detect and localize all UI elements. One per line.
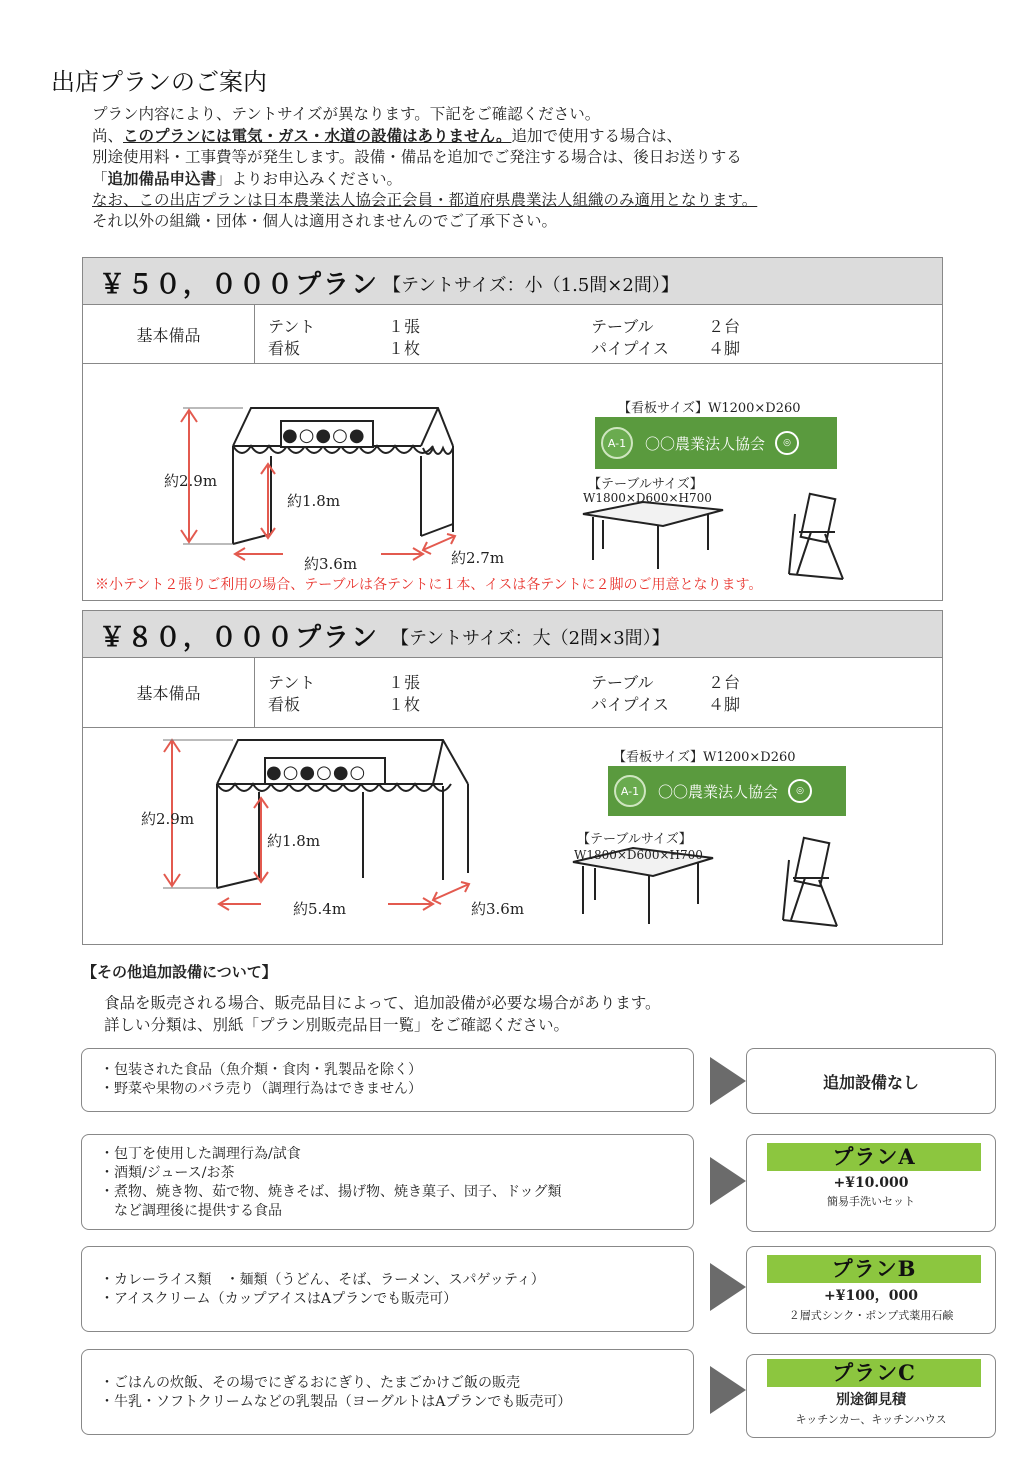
seal-icon: ◎: [788, 779, 812, 803]
category-item: ・包丁を使用した調理行為/試食: [100, 1146, 301, 1162]
tent-width: 約3.6m: [304, 555, 358, 573]
sign-badge: A-1: [614, 775, 646, 807]
plan-c-card: [746, 1354, 996, 1438]
plan-a-name: プランA: [767, 1143, 981, 1171]
equip-table-qty: ２台: [708, 317, 741, 336]
equip-tent-qty: １張: [388, 317, 421, 336]
equip-table: テーブル: [591, 317, 654, 336]
arrow-right-icon: [710, 1057, 746, 1105]
category-row-plan-a: [81, 1134, 694, 1230]
plan-c-name: プランC: [767, 1359, 981, 1387]
plan-price: ￥５０，０００プラン: [99, 270, 380, 300]
equip-tent: テント: [268, 317, 316, 336]
plan-price: ￥８０，０００プラン: [99, 623, 380, 653]
category-row-none: [81, 1048, 694, 1112]
tent-depth: 約2.7m: [451, 549, 505, 567]
equip-sign-qty: １枚: [388, 695, 421, 714]
basic-equipment-label: 基本備品: [83, 658, 255, 727]
tent-inner-height: 約1.8m: [287, 492, 341, 510]
sign-sample: [608, 766, 846, 816]
intro-line-6: それ以外の組織・団体・個人は適用されませんのでご了承下さい。: [92, 212, 558, 230]
basic-equipment-row: [83, 658, 942, 728]
intro-line-2-suffix: 追加で使用する場合は、: [511, 127, 682, 145]
basic-equipment-label: 基本備品: [83, 305, 255, 363]
table-size-label: 【テーブルサイズ】: [577, 832, 692, 847]
plan-c-sub: キッチンカー、キッチンハウス: [795, 1413, 947, 1426]
result-label: 追加設備なし: [822, 1072, 919, 1092]
seal-icon: ◎: [775, 431, 799, 455]
intro-line-3: 別途使用料・工事費等が発生します。設備・備品を追加でご発注する場合は、後日お送りする: [92, 148, 742, 166]
table-size: W1800×D600×H700: [583, 491, 712, 505]
plan-b-sub: ２層式シンク・ポンプ式薬用石鹸: [788, 1309, 954, 1322]
plan-80000-box: [82, 610, 943, 945]
arrow-right-icon: [710, 1263, 746, 1311]
small-tent-note: ※小テント２張りご利用の場合、テーブルは各テントに１本、イスは各テントに２脚のご用意となります。: [95, 577, 763, 593]
category-item: ・酒類/ジュース/お茶: [100, 1165, 235, 1181]
category-item: など調理後に提供する食品: [100, 1203, 282, 1219]
equip-chair-qty: ４脚: [708, 339, 741, 358]
equip-tent-qty: １張: [388, 673, 421, 692]
tent-depth: 約3.6m: [471, 900, 525, 918]
other-equipment-desc: [104, 992, 660, 1036]
plan-a-sub: 簡易手洗いセット: [827, 1195, 915, 1208]
application-form-name: 追加備品申込書: [107, 169, 217, 188]
intro-text: [92, 104, 757, 232]
intro-line-4-open: 「: [92, 170, 108, 188]
category-item: ・アイスクリーム（カップアイスはAプランでも販売可）: [100, 1291, 458, 1307]
intro-line-4: [92, 168, 757, 190]
equip-chair: パイプイス: [591, 339, 669, 358]
table-size: W1800×D600×H700: [574, 848, 703, 862]
plan-50000-box: [82, 257, 943, 601]
tent-height: 約2.9m: [164, 472, 218, 490]
category-item: ・煮物、焼き物、茹で物、焼きそば、揚げ物、焼き菓子、団子、ドッグ類: [100, 1184, 562, 1200]
category-item: ・カレーライス類 ・麺類（うどん、そば、ラーメン、スパゲッティ）: [100, 1272, 545, 1288]
intro-line-5: なお、この出店プランは日本農業法人協会正会員・都道府県農業法人組織のみ適用となります。: [92, 191, 758, 209]
tent-inner-height: 約1.8m: [267, 832, 321, 850]
intro-line-1: プラン内容により、テントサイズが異なります。下記をご確認ください。: [92, 105, 601, 123]
intro-line-2-prefix: 尚、: [92, 127, 124, 145]
arrow-right-icon: [710, 1157, 746, 1205]
plan-header: [83, 258, 942, 305]
category-row-plan-b: [81, 1246, 694, 1332]
tent-size: 【テントサイズ：小（1.5間×2間）】: [383, 275, 679, 296]
result-no-additional: [746, 1048, 996, 1114]
category-row-plan-c: [81, 1349, 694, 1435]
arrow-right-icon: [710, 1366, 746, 1414]
lantern-row: ●○●○●○: [266, 762, 367, 783]
sign-size-label: 【看板サイズ】W1200×D260: [618, 401, 801, 416]
equip-sign-qty: １枚: [388, 339, 421, 358]
category-item: ・野菜や果物のバラ売り（調理行為はできません）: [100, 1081, 422, 1097]
plan-a-card: [746, 1134, 996, 1232]
equip-chair: パイプイス: [591, 695, 669, 714]
tent-diagram: [83, 364, 942, 600]
sign-size-label: 【看板サイズ】W1200×D260: [613, 750, 796, 765]
tent-size: 【テントサイズ：大（2間×3間）】: [391, 628, 670, 649]
plan-b-card: [746, 1246, 996, 1334]
tent-width: 約5.4m: [293, 900, 347, 918]
other-equipment-title: 【その他追加設備について】: [82, 963, 277, 981]
plan-header: [83, 611, 942, 658]
intro-line-2: [92, 125, 757, 147]
intro-line-4-rest: 」よりお申込みください。: [216, 170, 403, 188]
sign-text: 〇〇農業法人協会: [645, 434, 766, 453]
category-item: ・ごはんの炊飯、その場でにぎるおにぎり、たまごかけご飯の販売: [100, 1375, 520, 1391]
tent-diagram: [83, 728, 942, 944]
tent-height: 約2.9m: [141, 810, 195, 828]
lantern-row: ●○●○●: [282, 425, 366, 446]
equip-table: テーブル: [591, 673, 654, 692]
sign-badge: A-1: [601, 427, 633, 459]
plan-b-name: プランB: [767, 1255, 981, 1283]
category-item: ・包装された食品（魚介類・食肉・乳製品を除く）: [100, 1062, 422, 1078]
plan-a-price: +¥10.000: [833, 1175, 909, 1191]
sign-sample: [595, 417, 837, 469]
page-title: 出店プランのご案内: [51, 68, 267, 96]
plan-b-price: +¥100，000: [824, 1288, 918, 1304]
equip-sign: 看板: [268, 695, 301, 714]
sign-text: 〇〇農業法人協会: [658, 782, 779, 801]
basic-equipment-row: [83, 305, 942, 364]
equip-table-qty: ２台: [708, 673, 741, 692]
category-item: ・牛乳・ソフトクリームなどの乳製品（ヨーグルトはAプランでも販売可）: [100, 1394, 572, 1410]
table-size-label: 【テーブルサイズ】: [588, 477, 703, 492]
no-utilities-notice: このプランには電気・ガス・水道の設備はありません。: [123, 126, 512, 145]
equip-chair-qty: ４脚: [708, 695, 741, 714]
other-desc-line-2: 詳しい分類は、別紙「プラン別販売品目一覧」をご確認ください。: [104, 1016, 570, 1034]
other-desc-line-1: 食品を販売される場合、販売品目によって、追加設備が必要な場合があります。: [104, 994, 661, 1012]
equip-sign: 看板: [268, 339, 301, 358]
plan-c-price: 別途御見積: [836, 1392, 906, 1408]
equip-tent: テント: [268, 673, 316, 692]
